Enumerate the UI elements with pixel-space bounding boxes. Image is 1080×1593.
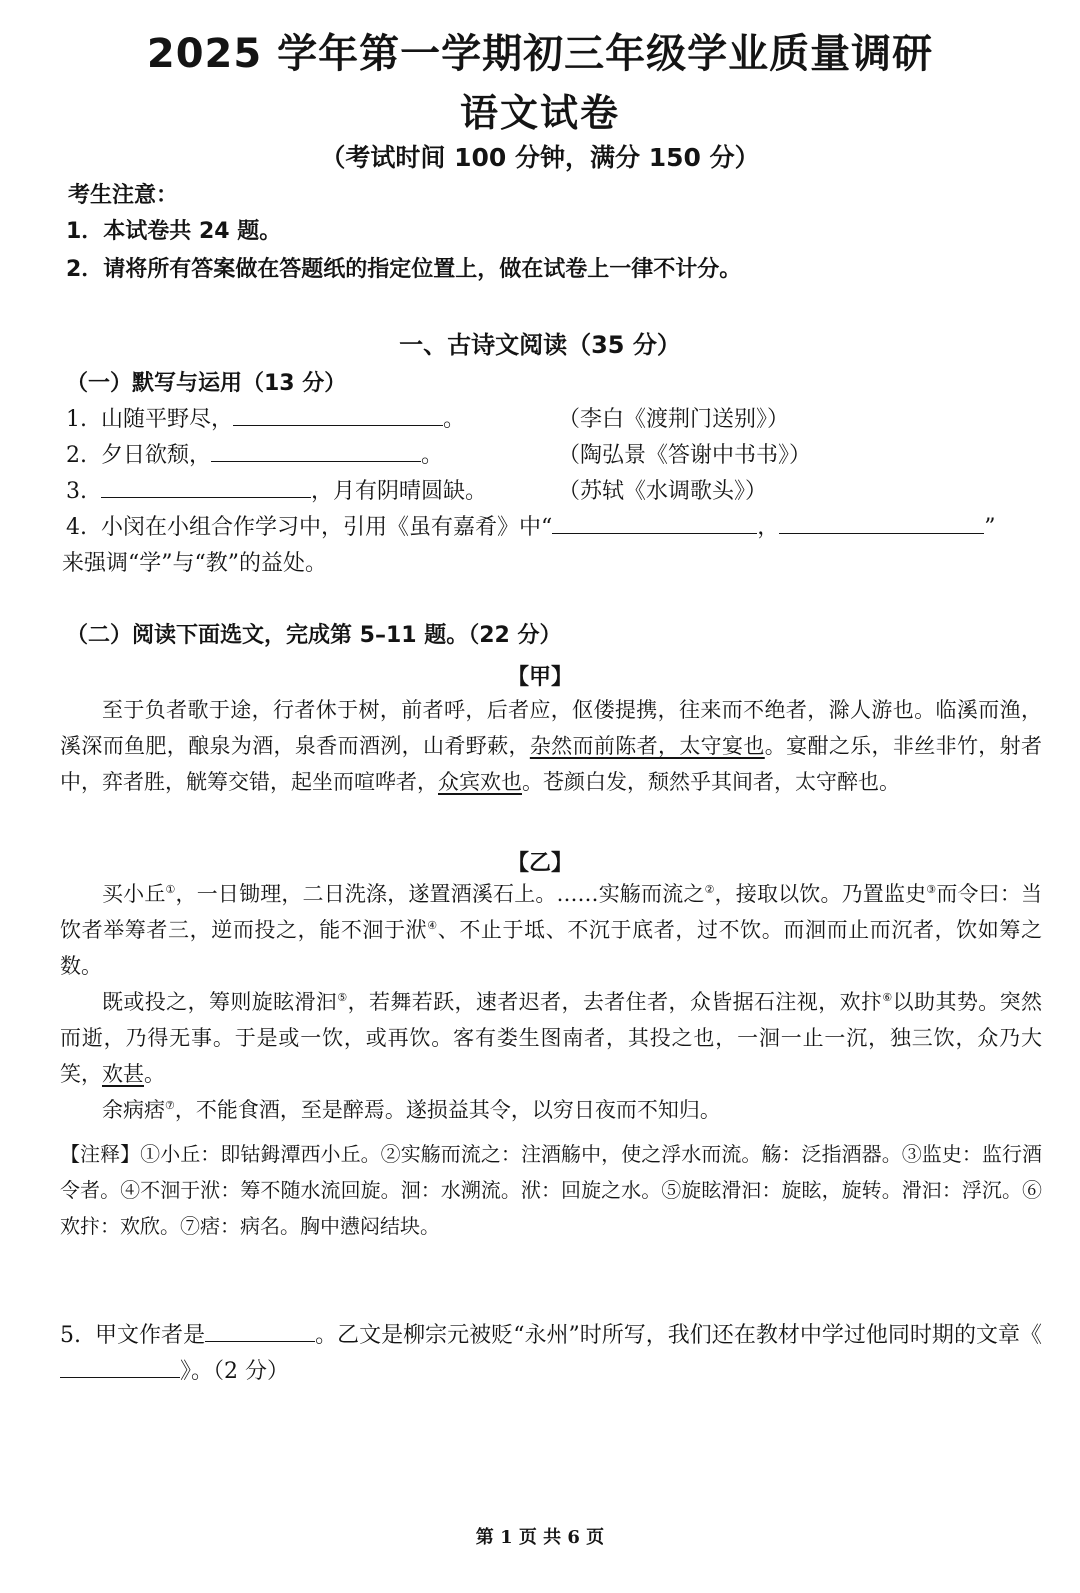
question-1: 1. 山随平野尽， 。 (66, 407, 466, 432)
answer-blank[interactable] (779, 513, 984, 534)
exam-subject: 语文试卷 (459, 91, 620, 135)
question-3: 3. ，月有阴晴圆缺。 (66, 479, 488, 504)
part-1-title: （一）默写与运用（13 分） (66, 371, 347, 396)
answer-blank[interactable] (60, 1357, 180, 1378)
answer-blank[interactable] (205, 1321, 315, 1342)
passage-jia-label: 【甲】 (506, 665, 573, 690)
exam-title: 2025 学年第一学期初三年级学业质量调研 (146, 31, 934, 77)
annotations: 【注释】①小丘：即钴鉧潭西小丘。②实觞而流之：注酒觞中，使之浮水而流。觞：泛指酒器。③监史：监行酒令者。④不洄于洑：筹不随水流回旋。洄：水溯流。洑：回旋之水。⑤旋眩滑汩：旋眩，旋转。滑汩：浮沉。⑥欢抃：欢欣。⑦痞：病名。胸中懑闷结块。 (60, 1142, 1042, 1238)
question-1-source: （李白《渡荆门送别》） (558, 407, 790, 432)
question-2: 2. 夕日欲颓， 。 (66, 443, 444, 468)
answer-blank[interactable] (552, 513, 757, 534)
notice-item-2: 2．请将所有答案做在答题纸的指定位置上，做在试卷上一律不计分。 (66, 257, 742, 282)
exam-info: （考试时间 100 分钟，满分 150 分） (320, 143, 760, 172)
passage-yi: 买小丘①，一日锄理，二日洗涤，遂置酒溪石上。……实觞而流之②，接取以饮。乃置监史③而令曰：当饮者举筹者三，逆而投之，能不洄于洑④、不止于坻、不沉于底者，过不饮。而洄而止而沉者，饮如筹之数。 既或投之，筹则旋眩滑汩⑤，若舞若跃，速者迟者，去者住者，众皆据石注视，欢抃⑥以助其势。突然而逝，乃得无事。于是或一饮，或再饮。客有娄生图南者，其投之也，一洄一止一沉，独三饮，众乃大笑，欢甚。 余病痞⑦，不能食酒，至是醉焉。遂损益其令，以穷日夜而不知归。 (60, 882, 1043, 1122)
notice-heading: 考生注意： (68, 183, 179, 208)
question-4-continued: 来强调“学”与“教”的益处。 (62, 551, 327, 576)
question-3-source: （苏轼《水调歌头》） (558, 479, 768, 504)
passage-yi-label: 【乙】 (506, 851, 573, 876)
underlined-phrase: 欢甚 (102, 1062, 144, 1086)
question-2-source: （陶弘景《答谢中书书》） (558, 443, 812, 468)
notice-item-1: 1．本试卷共 24 题。 (66, 219, 282, 244)
underlined-phrase: 众宾欢也 (438, 770, 522, 794)
question-4: 4. 小闵在小组合作学习中，引用《虽有嘉肴》中“ ， ” (66, 515, 996, 540)
question-5: 5. 甲文作者是 。乙文是柳宗元被贬“永州”时所写，我们还在教材中学过他同时期的文章《》。（2 分） (60, 1323, 1042, 1384)
page-number: 第 1 页 共 6 页 (475, 1527, 605, 1548)
passage-jia: 至于负者歌于途，行者休于树，前者呼，后者应，伛偻提携，往来而不绝者，滁人游也。临溪而渔，溪深而鱼肥，酿泉为酒，泉香而酒洌，山肴野蔌，杂然而前陈者，太守宴也。宴酣之乐，非丝非竹，射者中，弈者胜，觥筹交错，起坐而喧哗者，众宾欢也。苍颜白发，颓然乎其间者，太守醉也。 (60, 698, 1043, 794)
answer-blank[interactable] (233, 405, 443, 426)
answer-blank[interactable] (211, 441, 421, 462)
answer-blank[interactable] (101, 477, 311, 498)
part-2-title: （二）阅读下面选文，完成第 5–11 题。（22 分） (66, 623, 562, 648)
section-1-title: 一、古诗文阅读（35 分） (399, 331, 681, 359)
underlined-phrase: 杂然而前陈者，太守宴也 (529, 734, 765, 758)
